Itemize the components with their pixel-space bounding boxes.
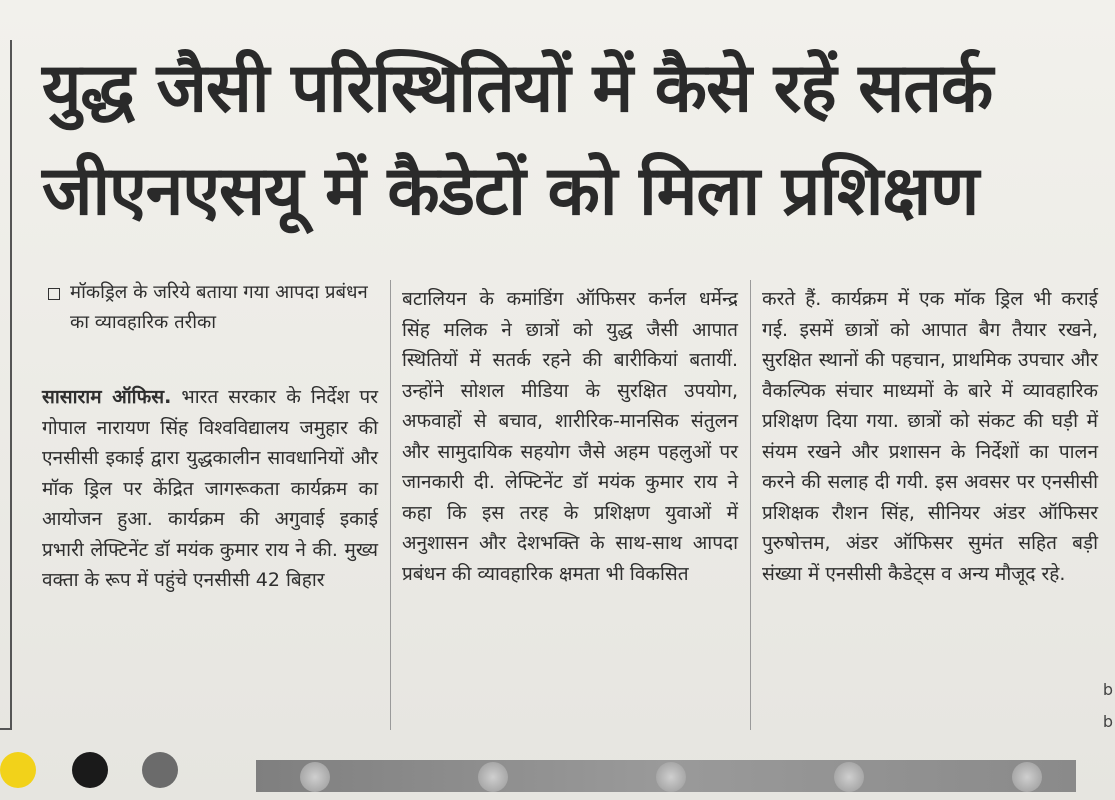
registration-mark-icon bbox=[300, 762, 330, 792]
headline bbox=[42, 40, 1102, 242]
registration-mark-icon bbox=[656, 762, 686, 792]
adjacent-article-fragment bbox=[1103, 674, 1113, 738]
registration-mark-icon bbox=[834, 762, 864, 792]
headline-line-1: युद्ध जैसी परिस्थितियों में कैसे रहें सतर्क bbox=[42, 49, 993, 128]
column-divider-2 bbox=[750, 280, 751, 730]
headline-line-2: जीएनएसयू में कैडेटों को मिला प्रशिक्षण bbox=[42, 152, 979, 231]
article-column-1 bbox=[42, 282, 378, 596]
black-swatch bbox=[72, 752, 108, 788]
dateline: सासाराम ऑफिस. bbox=[42, 386, 172, 408]
edge-fragment-bottom: b bbox=[1102, 712, 1113, 731]
edge-fragment-top: b bbox=[1102, 680, 1113, 699]
square-bullet-icon bbox=[48, 288, 60, 300]
column-2-text: बटालियन के कमांडिंग ऑफिसर कर्नल धर्मेन्द्र सिंह मलिक ने छात्रों को युद्ध जैसी आपात स्थितियों में सतर्क रहने की बारीकियां बतायीं. उन्होंने सोशल मीडिया के सुरक्षित उपयोग, अफवाहों से बचाव, शारीरिक-मानसिक संतुलन और सामुदायिक सहयोग जैसे अहम पहलुओं पर जानकारी दी. लेफ्टिनेंट डॉ मयंक कुमार राय ने कहा कि इस तरह के प्रशिक्षण युवाओं में अनुशासन और देशभक्ति के साथ-साथ आपदा प्रबंधन की व्यावहारिक क्षमता भी विकसित bbox=[402, 288, 738, 585]
highlight-box bbox=[48, 278, 378, 338]
registration-mark-icon bbox=[1012, 762, 1042, 792]
registration-strip bbox=[256, 760, 1076, 792]
column-divider-1 bbox=[390, 280, 391, 730]
highlight-text: मॉकड्रिल के जरिये बताया गया आपदा प्रबंधन का व्यावहारिक तरीका bbox=[70, 282, 368, 333]
article-paragraph-1 bbox=[42, 382, 378, 596]
column-3-text: करते हैं. कार्यक्रम में एक मॉक ड्रिल भी कराई गई. इसमें छात्रों को आपात बैग तैयार रखने, सुरक्षित स्थानों की पहचान, प्राथमिक उपचार और वैकल्पिक संचार माध्यमों के बारे में व्यावहारिक प्रशिक्षण दिया गया. छात्रों को संकट की घड़ी में संयम रखने और प्रशासन के निर्देशों का पालन करने की सलाह दी गयी. इस अवसर पर एनसीसी प्रशिक्षक रौशन सिंह, सीनियर अंडर ऑफिसर पुरुषोत्तम, अंडर ऑफिसर सुमंत सहित बड़ी संख्या में एनसीसी कैडेट्स व अन्य मौजूद रहे. bbox=[762, 288, 1098, 585]
article-column-3 bbox=[762, 284, 1098, 589]
article-column-2 bbox=[402, 284, 738, 589]
column-1-text: भारत सरकार के निर्देश पर गोपाल नारायण सिंह विश्वविद्यालय जमुहार की एनसीसी इकाई द्वारा युद्धकालीन सावधानियों और मॉक ड्रिल पर केंद्रित जागरूकता कार्यक्रम का आयोजन हुआ. कार्यक्रम की अगुवाई इकाई प्रभारी लेफ्टिनेंट डॉ मयंक कुमार राय ने की. मुख्य वक्ता के रूप में पहुंचे एनसीसी 42 बिहार bbox=[42, 386, 378, 591]
left-rule-foot bbox=[0, 728, 12, 730]
yellow-swatch bbox=[0, 752, 36, 788]
registration-mark-icon bbox=[478, 762, 508, 792]
left-column-rule bbox=[10, 40, 12, 730]
gray-swatch bbox=[142, 752, 178, 788]
